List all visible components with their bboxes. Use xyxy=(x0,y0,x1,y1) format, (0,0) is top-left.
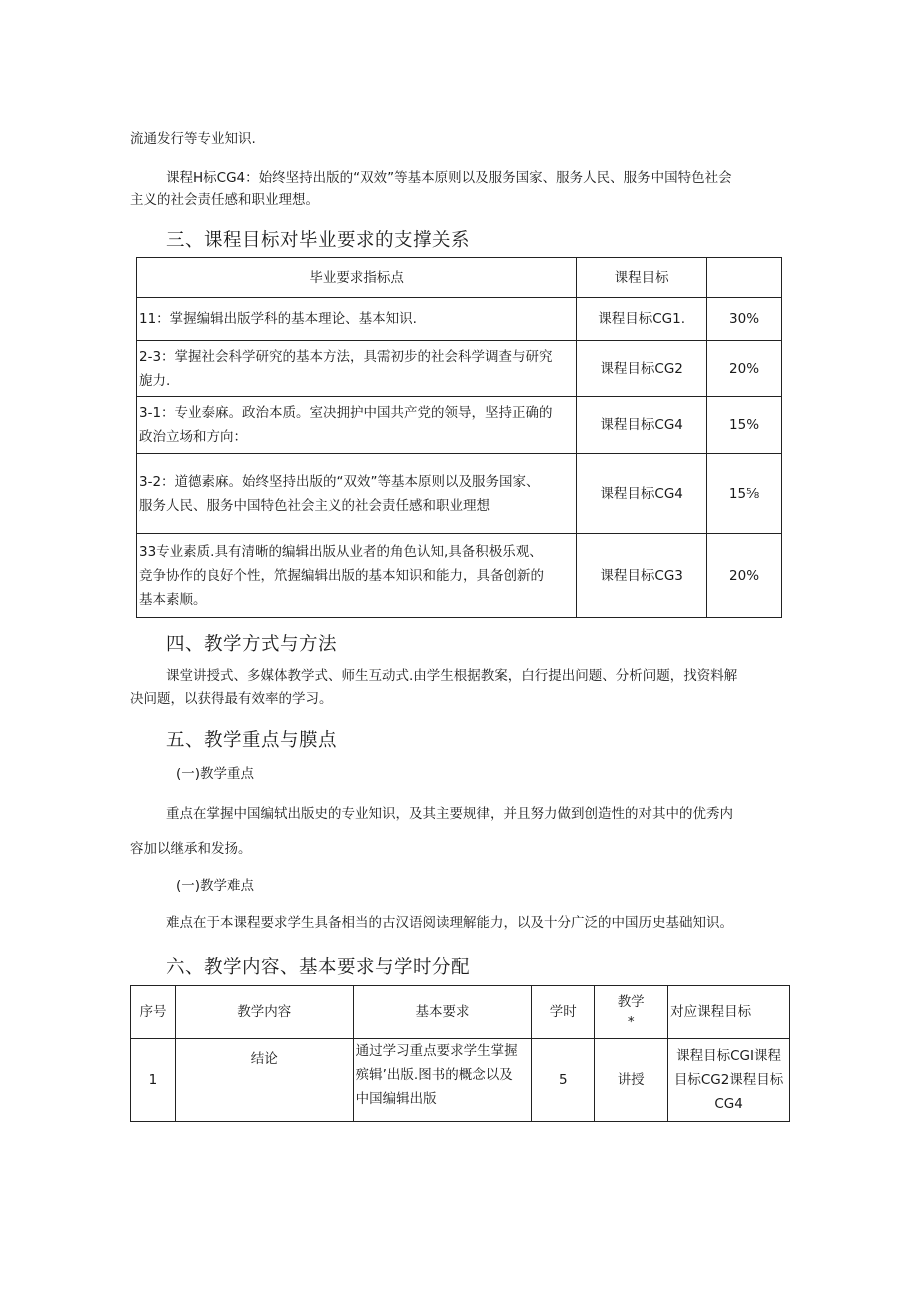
content-cell: 结论 xyxy=(175,1039,353,1122)
weight-cell: 15⅝ xyxy=(707,454,782,534)
header-goal: 对应课程目标 xyxy=(668,986,790,1039)
weight-cell: 20% xyxy=(707,341,782,397)
cg4-text-line2: 主义的社会责任感和职业理想。 xyxy=(130,192,319,208)
indicator-cell: 2-3：掌握社会科学研究的基本方法，具需初步的社会科学调查与研究 旎力. xyxy=(137,341,577,397)
table-row xyxy=(137,534,782,618)
content-table xyxy=(130,985,790,1122)
section4-line2: 决问题，以获得最有效率的学习。 xyxy=(130,691,333,707)
seq-cell: 1 xyxy=(131,1039,176,1122)
header-weight xyxy=(707,258,782,298)
difficult-points-subheading: (一)教学难点 xyxy=(176,878,255,894)
header-content: 教学内容 xyxy=(175,986,353,1039)
header-requirements: 基本要求 xyxy=(353,986,532,1039)
header-indicator: 毕业要求指标点 xyxy=(137,258,577,298)
goal-cell: 课程目标CG2 xyxy=(577,341,707,397)
weight-cell: 20% xyxy=(707,534,782,618)
weight-cell: 30% xyxy=(707,298,782,341)
difficult-points-line: 难点在于本课程要求学生具备相当的古汉语阅读理解能力，以及十分广泛的中国历史基础知识。 xyxy=(166,915,733,931)
goal-cell: 课程目标CG1. xyxy=(577,298,707,341)
key-points-subheading: (一)教学重点 xyxy=(176,766,255,782)
support-table xyxy=(136,257,782,618)
header-hours: 学时 xyxy=(532,986,595,1039)
table-row xyxy=(137,341,782,397)
weight-cell: 15% xyxy=(707,397,782,454)
header-method: 教学 * xyxy=(595,986,668,1039)
content-table-header xyxy=(131,986,790,1039)
indicator-cell: 33专业素质.具有清晰的编辑出版从业者的角色认知,具备积极乐观、 竞争协作的良好个性，笊握编辑出版的基本知识和能力，具备创新的 基本素顺。 xyxy=(137,534,577,618)
table-row xyxy=(137,454,782,534)
hours-cell: 5 xyxy=(532,1039,595,1122)
goal-cell: 课程目标CG3 xyxy=(577,534,707,618)
section4-line1: 课堂讲授式、多媒体教学式、师生互动式.由学生根据教案，白行提出问题、分析问题，找资料解 xyxy=(166,668,738,684)
cg4-text-line1: 课程H标CG4：始终坚持出版的“双效”等基本原则以及服务国家、服务人民、服务中国特色社会 xyxy=(166,170,732,186)
header-seq: 序号 xyxy=(131,986,176,1039)
indicator-cell: 11：掌握编辑出版学科的基本理论、基本知识. xyxy=(137,298,577,341)
header-goal: 课程目标 xyxy=(577,258,707,298)
support-table-header xyxy=(137,258,782,298)
table-row xyxy=(137,397,782,454)
section5-heading: 五、教学重点与膜点 xyxy=(166,730,338,751)
goal-cell: 课程目标CG4 xyxy=(577,397,707,454)
method-cell: 讲授 xyxy=(595,1039,668,1122)
section3-heading: 三、课程目标对毕业要求的支撑关系 xyxy=(166,230,471,251)
goal-cell: 课程目标CGI课程 目标CG2课程目标 CG4 xyxy=(668,1039,790,1122)
section6-heading: 六、教学内容、基本要求与学时分配 xyxy=(166,957,471,978)
indicator-cell: 3-2：道德素麻。始终坚持出版的“双效”等基本原则以及服务国家、 服务人民、服务中国特色社会主义的社会责任感和职业理想 xyxy=(137,454,577,534)
key-points-line1: 重点在掌握中国编轼出版史的专业知识，及其主要规律，并且努力做到创造性的对其中的优秀内 xyxy=(166,806,733,822)
intro-line: 流通发行等专业知识. xyxy=(130,131,256,147)
key-points-line2: 容加以继承和发扬。 xyxy=(130,841,252,857)
requirements-cell: 通过学习重点要求学生掌握 殡辑’出版.图书的概念以及 中国编辑出版 xyxy=(353,1039,532,1122)
table-row xyxy=(131,1039,790,1122)
table-row xyxy=(137,298,782,341)
goal-cell: 课程目标CG4 xyxy=(577,454,707,534)
indicator-cell: 3-1：专业泰麻。政治本质。室决拥护中国共产党的领导，坚持正确的 政治立场和方向： xyxy=(137,397,577,454)
section4-heading: 四、教学方式与方法 xyxy=(166,634,338,655)
